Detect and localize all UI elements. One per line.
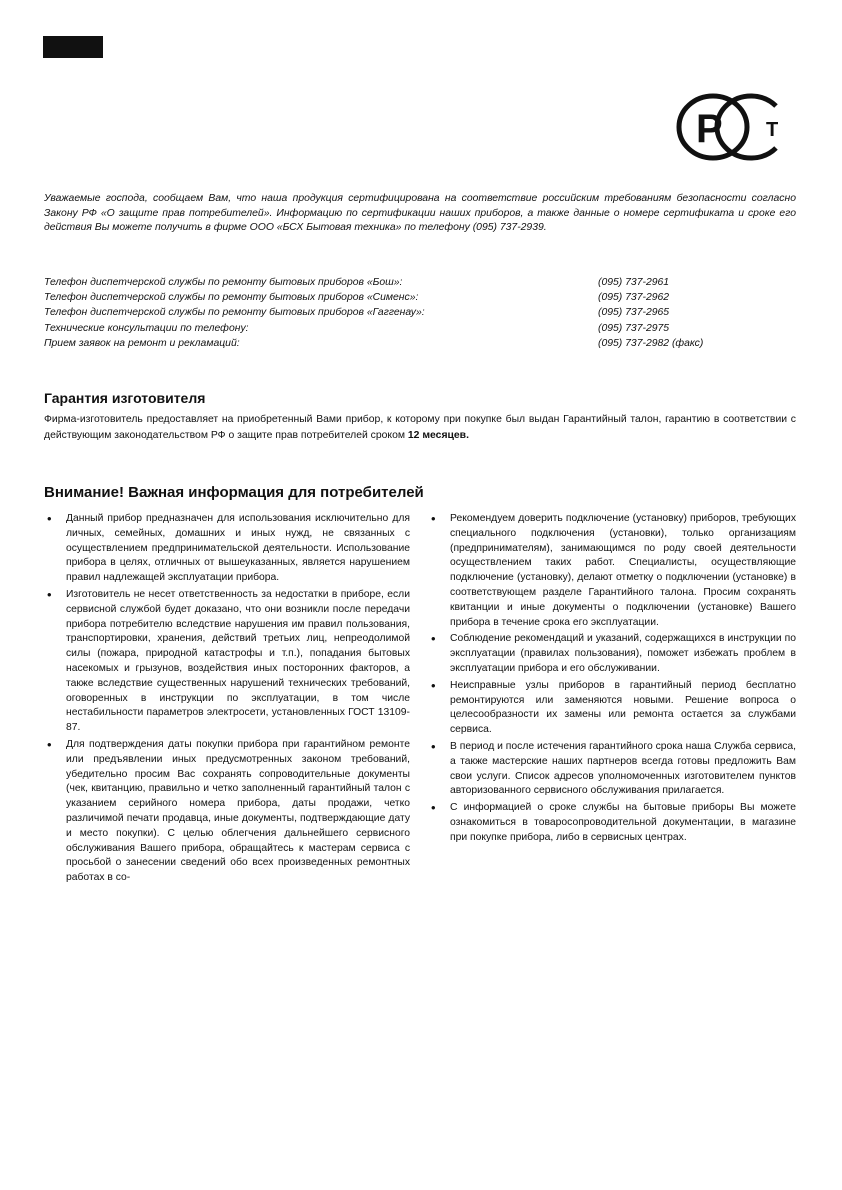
phone-number: (095) 737-2975 xyxy=(598,322,670,334)
rst-certification-logo xyxy=(676,92,784,162)
list-item: • Для подтверждения даты покупки прибора при гарантийном ремонте или предъявлении иных предусмотренных законом требований, убедительно просим Вас сохранять сопроводительные документы (чек, квитанцию, правильно и четко заполненный гарантийный талон с указанием серийного номера прибора, даты продажи, четко различимой печати продавца, иные документы, подтверждающие дату и место покупки). С целью облегчения дальнейшего сервисного обслуживания Вашего прибора, обращайтесь к мастерам сервиса с просьбой о занесении сведений обо всех произведенных ремонтных работах в со- xyxy=(44,738,410,886)
phone-number: (095) 737-2962 xyxy=(598,292,670,304)
info-column-left xyxy=(44,512,410,888)
phone-number: (095) 737-2965 xyxy=(598,307,670,319)
list-item: • В период и после истечения гарантийного срока наша Служба сервиса, а также мастерские наших партнеров всегда готовы предложить Вам свои услуги. Список адресов уполномоченных изготовителем пунктов авторизованного сервисного обслуживания прилагается. xyxy=(428,740,796,799)
list-item: • Изготовитель не несет ответственность за недостатки в приборе, если сервисной службой будет доказано, что они возникли после передачи прибора потребителю вследствие нарушения им правил пользования, транспортировки, хранения, действий третьих лиц, непреодолимой силы (пожара, природной катастрофы и т.п.), попадания бытовых насекомых и грызунов, воздействия иных посторонних факторов, а также вследствие существенных нарушений технических требований, оговоренных в инструкции по эксплуатации, в том числе нестабильности параметров электросети, установленных ГОСТ 13109-87. xyxy=(44,588,410,736)
phone-row xyxy=(44,321,796,336)
phone-row xyxy=(44,290,796,305)
phone-label: Телефон диспетчерской службы по ремонту бытовых приборов «Гаггенау»: xyxy=(44,307,425,319)
guarantee-heading: Гарантия изготовителя xyxy=(44,390,206,406)
guarantee-term: 12 месяцев. xyxy=(407,429,469,441)
list-item: • Соблюдение рекомендаций и указаний, содержащихся в инструкции по эксплуатации (правилах пользования), поможет избежать проблем в эксплуатации прибора и его обслуживании. xyxy=(428,632,796,676)
phone-row xyxy=(44,275,796,290)
guarantee-text xyxy=(44,412,796,443)
phone-label: Прием заявок на ремонт и рекламаций: xyxy=(44,337,240,349)
list-item: • Рекомендуем доверить подключение (установку) приборов, требующих специального подключения (установки), только организациям (предпринимателям), занимающимся по роду своей деятельности осуществлением таких работ. Специалисты, осуществляющие подключение (установку), делают отметку о подключении (установке) в соответствующем разделе Гарантийного талона. Просим сохранять квитанции и иные документы о подключении (установке) Вашего прибора в течение срока его эксплуатации. xyxy=(428,512,796,630)
guarantee-body: Фирма-изготовитель предоставляет на приобретенный Вами прибор, к которому при покупке был выдан Гарантийный талон, гарантию в соответствии с действующим законодательством РФ о защите прав потребителей сроком xyxy=(44,414,796,441)
list-item: • Данный прибор предназначен для использования исключительно для личных, семейных, домашних и иных нужд, не связанных с осуществлением предпринимательской деятельности. Использование прибора в целях, отличных от вышеуказанных, является нарушением правил надлежащей эксплуатации прибора. xyxy=(44,512,410,586)
phone-label: Телефон диспетчерской службы по ремонту бытовых приборов «Бош»: xyxy=(44,277,403,288)
certification-intro: Уважаемые господа, сообщаем Вам, что наша продукция сертифицирована на соответствие российским требованиям безопасности согласно Закону РФ «О защите прав потребителей». Информацию по сертификации наших приборов, а также данные о номере сертификата и сроке его действия Вы можете получить в фирме ООО «БСХ Бытовая техника» по телефону (095) 737-2939. xyxy=(44,193,796,234)
rst-logo-letter-t: Т xyxy=(766,119,779,141)
phone-list xyxy=(44,275,796,351)
rst-logo-letter-p: Р xyxy=(696,107,723,151)
phone-row xyxy=(44,305,796,320)
info-column-right xyxy=(428,512,796,848)
phone-number: (095) 737-2982 (факс) xyxy=(598,337,704,349)
list-item: • С информацией о сроке службы на бытовые приборы Вы можете ознакомиться в товаросопроводительной документации, в магазине при покупке прибора, либо в сервисных центрах. xyxy=(428,801,796,845)
phone-row xyxy=(44,336,796,351)
page-tab-marker xyxy=(43,36,103,58)
phone-label: Телефон диспетчерской службы по ремонту бытовых приборов «Сименс»: xyxy=(44,292,419,304)
phone-label: Технические консультации по телефону: xyxy=(44,322,249,334)
attention-heading: Внимание! Важная информация для потребителей xyxy=(44,484,424,501)
phone-number: (095) 737-2961 xyxy=(598,277,670,288)
list-item: • Неисправные узлы приборов в гарантийный период бесплатно ремонтируются или заменяются новыми. Решение вопроса о целесообразности их замены или ремонта остается за службами сервиса. xyxy=(428,679,796,738)
